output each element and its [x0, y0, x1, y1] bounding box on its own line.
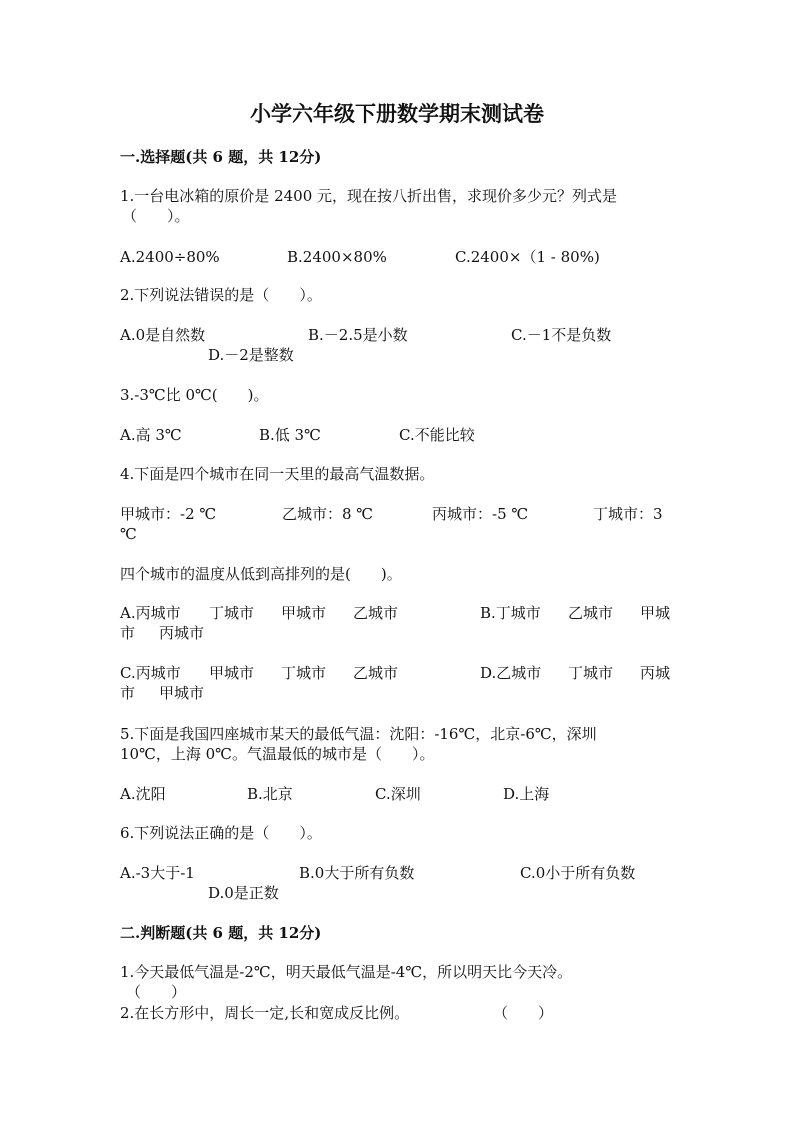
question-4-city-yi: 乙城市：8 ℃ [282, 505, 374, 523]
question-2-option-a: A.0是自然数 [120, 326, 206, 344]
question-4-question: 四个城市的温度从低到高排列的是( )。 [120, 565, 402, 583]
question-4-option-b-wrap-2: 丙城市 [159, 624, 205, 642]
question-4-option-d-wrap-1: 市 [120, 684, 136, 702]
question-4-option-a-word-1: A.丙城市 [120, 604, 181, 622]
question-4-option-c-word-3: 丁城市 [281, 664, 327, 682]
question-5-line-2: 10℃，上海 0℃。气温最低的城市是（ ）。 [120, 745, 435, 763]
question-2-option-c: C.－1不是负数 [511, 326, 612, 344]
question-4-option-b-word-1: B.丁城市 [480, 604, 541, 622]
question-4-option-d-wrap-2: 甲城市 [159, 684, 205, 702]
question-4-city-bing: 丙城市：-5 ℃ [432, 505, 529, 523]
question-4-stem: 4.下面是四个城市在同一天里的最高气温数据。 [120, 465, 435, 483]
question-1-option-a: A.2400÷80% [120, 248, 220, 266]
question-4-option-b-word-2: 乙城市 [568, 604, 614, 622]
question-6-option-c: C.0小于所有负数 [520, 864, 636, 882]
question-2-stem: 2.下列说法错误的是（ ）。 [120, 286, 322, 304]
question-5-option-b: B.北京 [247, 785, 293, 803]
question-6-option-b: B.0大于所有负数 [299, 864, 415, 882]
question-5-option-a: A.沈阳 [120, 785, 166, 803]
question-4-option-c-word-2: 甲城市 [209, 664, 255, 682]
question-4-city-ding: 丁城市：3 [593, 505, 663, 523]
question-4-option-d-word-3: 丙城 [640, 664, 671, 682]
question-4-option-a-word-2: 丁城市 [209, 604, 255, 622]
judge-2-blank: （ ） [493, 1004, 554, 1022]
question-1-option-b: B.2400×80% [287, 248, 387, 266]
question-4-option-b-word-3: 甲城 [640, 604, 671, 622]
question-5-option-c: C.深圳 [375, 785, 421, 803]
question-4-city-jia: 甲城市：-2 ℃ [120, 505, 217, 523]
question-4-option-a-word-4: 乙城市 [353, 604, 399, 622]
judge-1-line-2: （ ） [126, 983, 187, 1001]
judge-1-line-1: 1.今天最低气温是-2℃，明天最低气温是-4℃，所以明天比今天冷。 [120, 963, 573, 981]
section-heading-choice: 一.选择题(共 6 题，共 12分) [120, 148, 322, 166]
question-4-option-c-word-1: C.丙城市 [120, 664, 181, 682]
question-3-option-b: B.低 3℃ [259, 426, 321, 444]
question-4-option-d-word-1: D.乙城市 [480, 664, 542, 682]
question-1-option-c: C.2400×（1 - 80%) [455, 248, 600, 266]
question-2-option-b: B.－2.5是小数 [308, 326, 408, 344]
page-title: 小学六年级下册数学期末测试卷 [250, 101, 544, 126]
question-2-option-d: D.－2是整数 [208, 346, 294, 364]
question-6-option-a: A.-3大于-1 [120, 864, 195, 882]
judge-2-stem: 2.在长方形中，周长一定,长和宽成反比例。 [120, 1004, 410, 1022]
question-3-stem: 3.-3℃比 0℃( )。 [120, 386, 269, 404]
question-1-line-2: （ ）。 [122, 207, 190, 225]
question-5-option-d: D.上海 [503, 785, 550, 803]
question-6-option-d: D.0是正数 [208, 884, 279, 902]
question-1-line-1: 1.一台电冰箱的原价是 2400 元，现在按八折出售，求现价多少元？列式是 [120, 187, 618, 205]
section-heading-judge: 二.判断题(共 6 题，共 12分) [120, 924, 322, 942]
question-4-option-a-word-3: 甲城市 [281, 604, 327, 622]
question-4-city-wrap: ℃ [120, 525, 137, 543]
question-6-stem: 6.下列说法正确的是（ ）。 [120, 824, 322, 842]
question-4-option-b-wrap-1: 市 [120, 624, 136, 642]
question-4-option-c-word-4: 乙城市 [353, 664, 399, 682]
question-5-line-1: 5.下面是我国四座城市某天的最低气温：沈阳：-16℃，北京-6℃，深圳 [120, 725, 597, 743]
question-3-option-c: C.不能比较 [399, 426, 475, 444]
question-3-option-a: A.高 3℃ [120, 426, 182, 444]
question-4-option-d-word-2: 丁城市 [568, 664, 614, 682]
